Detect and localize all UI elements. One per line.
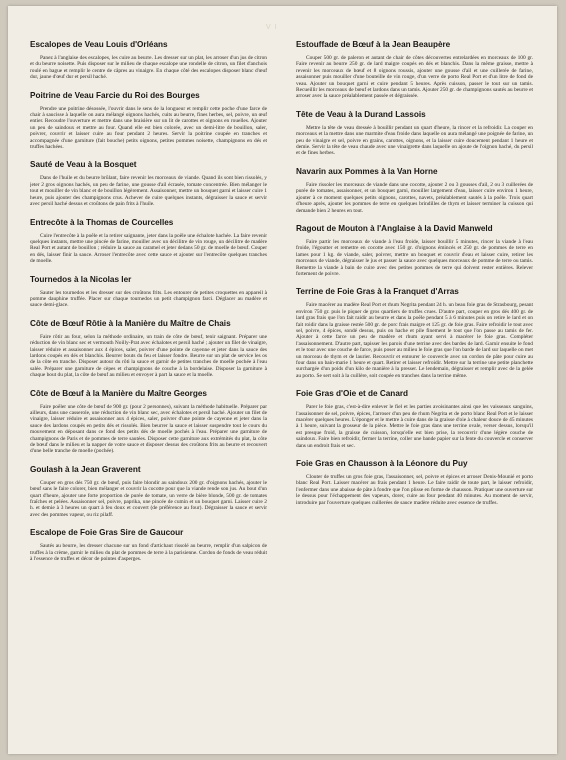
recipe-title: Entrecôte à la Thomas de Courcelles: [30, 217, 174, 227]
recipe: [296, 224, 533, 277]
recipe-title: Goulash à la Jean Graverent: [30, 464, 141, 474]
recipe-text: Faire partir les morceaux de viande à l'eau froide, laisser bouillir 5 minutes, rincer la viande à l'eau froide, l'égoutter et remettre en cocotte avec 150 gr. d'oignons émincés et 250 gr. de pommes de terre en lames pour 1 kg. de viande, saler, poivrer, mettre un bouquet et couvrir d'eau et laisser cuire, retirer les morceaux de viande, dégraisser le jus et passer la sauce avec quelques morceaux de pomme de terre ou tamis. Remettre la viande à bain de cuire avec des petites pommes de terre qui doivent rester entières. Relever fortement de poivre.: [296, 238, 533, 277]
recipe: [296, 459, 533, 506]
recipe-title: Côte de Bœuf Rôtie à la Manière du Maître de Chais: [30, 318, 231, 328]
recipe: [30, 160, 267, 207]
recipe: [296, 110, 533, 157]
right-column: [296, 40, 533, 746]
recipe: [30, 319, 267, 379]
recipe: [30, 528, 267, 562]
recipe: [30, 218, 267, 265]
recipe-text: Faire macérer au madère Real Port et rhum Negrita pendant 24 h. un beau foie gras de Strasbourg, pesant environ 750 gr. puis le piquer de gros quartiers de truffes crues. D'autre part, couper en gros dés 400 gr. de lard gras frais que l'on fait raidir au beurre et dans la poêle pendant 5 à 6 minutes puis on retire le lard et on fait roidir dans la graisse restée 500 gr. de porc frais maigre et 125 gr. de foie gras. Faire refroidir le tout avec sel, poivre, 4 épices, sondé dessus, puis on hache et pile finement le tout que l'on passe au tamis de fer. Ajouter à cette farce un peu de madère et rhum ayant servi à macérer le foie gras. Compléter l'assaisonnement. D'autre part, tapisser les parois d'une terrine avec des bardes de lard. Garnir ensuite le fond et le tour avec une couche de farce, puis poser au milieu le foie gras que l'on barde de lard sur laquelle on met un morceau de thym et de laurier. Recouvrir et entourer le couvercle avec un cordon de pâte pour cuire au four dans un bain-marie 1 heure et quart. Retirer et laisser refroidir. Mettre sur la terrine une petite planchette surchargée d'un poids d'un kilo de manière à la presser. Le lendemain, dégraisser et remplir avec de la gelée au porto. Se sert soit à la cuillère, soit coupée en tranches dans la terrine même.: [296, 302, 533, 379]
recipe: [30, 389, 267, 455]
recipe-text: Couper en gros dés 750 gr. de bœuf, puis faire blondir au saindoux 200 gr. d'oignons hachés, ajouter le bœuf sans le faire colorer, bien mélanger et couvrir la cocotte pour que la viande rende son jus. Au bout d'un quart d'heure, ajouter une forte proportion de purée de tomate, un verre de bière blonde, 500 gr. de tomates fraîches et pelées. Assaisonner sel, poivre, paprika, une pincée de cumin et un bouquet garni. Laisser cuire 2 h. et demie à 3 heures un quart à feu doux et couvert (de préférence au four). Dégraisser la sauce et servir avec des pommes vapeur, ou riz pilaff.: [30, 479, 267, 518]
recipe-text: Sautés au beurre, les dresser chacune sur un fond d'artichaut rissolé au beurre, remplir d'un salpicon de truffes à la crème, garnir le milieu du plat de pommes de terre à la parisienne. Cordon de fonds de veau réduit à l'essence de truffes et décor de pointes d'asperges.: [30, 543, 267, 563]
recipe-title: Tournedos à la Nicolas Ier: [30, 274, 132, 284]
recipe-text: Sauter les tournedos et les dresser sur des croûtons frits. Les entourer de petites croquettes en appareil à pomme dauphine truffée. Placer sur chaque tournedos un petit champignon farci. Déglacer au madère et sauce demi-glace.: [30, 289, 267, 309]
recipe-text: Faire rissoler les morceaux de viande dans une cocotte, ajouter 2 ou 3 gousses d'ail, 2 ou 3 cuillerées de purée de tomates, assaisonner, et un bouquet garni, mouiller largement d'eau, laisser cuire environ 1 heure, ajouter à ce moment quelques petits oignons, carottes, navets, préalablement sautés à la poêle. Trois quart d'heure après, ajouter les pommes de terre en quelques brindilles de thym et laisser terminer la cuisson qui demande bien 2 heures en tout.: [296, 181, 533, 214]
recipe-title: Terrine de Foie Gras à la Franquet d'Arras: [296, 287, 459, 297]
recipe-text: Cuire l'entrecôte à la poêle et la retirer saignante, jeter dans la poêle une échalote hachée. La faire revenir quelques instants, mettre une pincée de farine, mouiller avec un décilitre de vin rouge, un décilitre de madère Real Port et autant de bouillon ; réduire la sauce au caramel et jeter dedans 50 gr. de moelle de bœuf. Couper en dés, laisser finir la sauce. Arroser l'entrecôte avec cette sauce et ajouter sur l'entrecôte quelques tranches de moelle.: [30, 232, 267, 265]
recipe: [30, 91, 267, 151]
recipe-text: Mettre la tête de veau dressée à bouillir pendant un quart d'heure, la rincer et la refroidir. La couper en morceaux et la mettre dans une marmite d'eau froide dans laquelle on aura mélangé une poignée de farine, un peu de vinaigre et sel, poivre en grains, carottes, oignons, et la laisser cuire doucement pendant 1 heure et demie. Servir la tête de veau chaude avec une vinaigrette dans laquelle on ajoute de l'oignon haché, du persil et de fines herbes.: [296, 124, 533, 157]
recipe-text: Dans de l'huile et du beurre brûlant, faire revenir les morceaux de viande. Quand ils sont bien rissolés, y jeter 2 gros oignons hachés, un peu de farine, une gousse d'ail écrasée, tomate concentrée. Bien mélanger le tout et mouiller de vin blanc et de bouillon légèrement. Assaisonner, mettre un bouquet garni et laisser cuire 1 heure, puis ajouter des champignons crus. Achever de cuire quelques instants, dégraisser la sauce et servir avec persil haché dessus et croûtons de pain frits à l'huile.: [30, 175, 267, 208]
recipe-title: Ragout de Mouton à l'Anglaise à la David Manweld: [296, 223, 493, 233]
recipe-title: Escalopes de Veau Louis d'Orléans: [30, 40, 168, 49]
faint-show-through-mark: V I: [266, 24, 278, 31]
recipe-text: Clouter de truffes un gros foie gras, l'assaisonner, sel, poivre et épices et arroser Denis-Mounié et porto blanc Real Port. Laisser macérer au frais pendant 1 heure. Le faire raidir de toute part, le laisser refroidir, l'enfermer dans une abaisse de pâte à fondre que l'on plisse en forme de chausson. Pratiquer une ouverture sur le dessus pour l'échappement des vapeurs, dorer, cuire au four pendant 40 minutes. Au moment de servir, introduire par l'ouverture quelques cuillerées de sauce madère réduite avec essence de truffes.: [296, 474, 533, 506]
recipe-text: Couper 500 gr. de paleron et autant de chair de côtes découvertes entrelardées en morceaux de 100 gr. Faire revenir au beurre 250 gr. de lard maigre coupés en dés et blanchis. Dans la même graisse, mettre à revenir les morceaux de bœuf et 8 oignons roussis, ajouter une gousse d'ail et une cuillerée de farine, assaisonner puis mouiller d'une bouteille de vin rouge, d'un verre de porto Real Port et d'un litre de fond de veau. Ajouter un bouquet garni et cuire pendant 5 heures. Après cuisson, passer le tout sur un tamis. Recueillir les morceaux de bœuf et lardons dans un tamis. Ajouter 250 gr. de champignons sautés au beurre et arroser avec la sauce préalablement passée et dégraissée.: [296, 55, 533, 100]
recipe-title: Poitrine de Veau Farcie du Roi des Bourges: [30, 90, 200, 100]
recipe: [30, 465, 267, 518]
recipe: [30, 40, 267, 81]
recipe-text: Faire poêler une côte de bœuf de 900 gr. (pour 2 personnes), suivant la méthode habituelle. Préparer par ailleurs, dans une casserole, une réduction de vin blanc sec, avec échalotes et persil haché. Ajouter un filet de vinaigre, laisser réduire et assaisonner aux 4 épices, saler, poivrer d'une pointe de cayenne et jeter dans la sauce des lardons coupés en petits dés et rissolés. Bien beurrer la sauce et laisser suspendre tout le cours du mouvement en déposant dans ce fond des petits dés de moelle pochés à l'eau. Préparer une garniture de champignons de Paris et de pommes de terre sautées. Disposer cette garniture aux extrémités du plat, la côte de bœuf dans le milieu et la napper de votre sauce et disposer dessus des croûtons frits au beurre et recouvert d'une belle tranche de moelle (pochée).: [30, 403, 267, 455]
recipe-title: Côte de Bœuf à la Manière du Maître Georges: [30, 388, 207, 398]
recipe-text: Faire rôtir au four, selon la méthode ordinaire, un train de côte de bœuf, tenir saignant. Préparer une réduction de vin blanc sec et vermouth Noilly-Prat avec échalotes et persil haché ; ajouter un filet de vinaigre, laisser réduire et assaisonner aux 4 épices, saler, poivrer d'une pointe de cayenne et jeter dans la sauce des lardons coupés en dés et blanchis. Beurrer bouts du feu et laisser fondre. Beurre sur un plat de service les os de la côte en tranche. Disposer autour du rôti la sauce et garnir de petites tranches de moelle pochée à l'eau salée. Préparer une garniture de cèpes et champignons de couche à la bordelaise. Disposer la garniture à chaque bout du plat, la côte de bœuf au milieu et envoyer à part la sauce et la moelle.: [30, 333, 267, 379]
recipe: [296, 389, 533, 449]
recipe-title: Sauté de Veau à la Bosquet: [30, 160, 137, 170]
recipe-title: Estouffade de Bœuf à la Jean Beaupère: [296, 40, 451, 49]
left-column: [30, 40, 267, 746]
recipe-text: Panez à l'anglaise des escalopes, les cuire au beurre. Les dresser sur un plat, les arroser d'un jus de citron et du beurre noisette. Puis disposer sur le milieu de chaque escalope une rondelle de citron, un filet d'anchois roulé en bague et remplir le centre de câpres au vinaigre. En chaque côté des escalopes disposer blanc d'œuf dur, jaune d'œuf dur et persil haché.: [30, 55, 267, 81]
recipe-text: Prendre une poitrine désossée, l'ouvrir dans le sens de la longueur et remplir cette poche d'une farce de chair à saucisse à laquelle on aura mélangé oignons hachés, cuits au beurre, fines herbes, sel, poivre, un œuf entier. Recoudre l'ouverture et mettre dans une braisière sur un lit de carottes et oignons en rouelles. Ajouter un peu de saindoux et mettre au four. Quand elle est bien colorée, avec un demi-litre de bouillon, saler, poivrer, couvrir et laisser cuire au four pendant 2 heures. Servir la poitrine coupée en tranches et accompagnée d'une garniture (fait bouche) petits oignons, petites pommes noisette, champignons en dés et truffes hachées.: [30, 105, 267, 151]
recipe-text: Parer le foie gras, c'est-à-dire enlever le fiel et les parties avoisinantes ainsi que les vaisseaux sanguins, l'assaisonner de sel, poivre, épices, l'arroser d'un peu de rhum Negrita et de porto blanc Real Port et le laisser macérer quelques heures. L'éponger et le mettre à cuire dans de la graisse d'oie à chaleur douce de 45 minutes à 1 heure, suivant la grosseur de la pièce. Mettre le foie gras dans une terrine ovale, verser dessus, lorsqu'il est presque froid, la graisse de cuisson, lorsqu'elle est bien prise, la recouvrir d'une légère couche de saindoux. Faire bien refroidir, fermer la terrine, coller une bande papier sur la fente du couvercle et conserver dans un endroit frais et sec.: [296, 404, 533, 449]
recipe-title: Foie Gras d'Oie et de Canard: [296, 389, 409, 399]
recipe-title: Tête de Veau à la Durand Lassois: [296, 109, 426, 119]
recipe: [296, 287, 533, 379]
recipe-title: Foie Gras en Chausson à la Léonore du Puy: [296, 459, 468, 469]
recipe: [296, 167, 533, 214]
recipe-title: Navarin aux Pommes à la Van Horne: [296, 166, 438, 176]
recipe: [296, 40, 533, 100]
cookbook-page: [8, 6, 557, 754]
recipe-title: Escalope de Foie Gras Sire de Gaucour: [30, 528, 184, 538]
recipe: [30, 275, 267, 309]
